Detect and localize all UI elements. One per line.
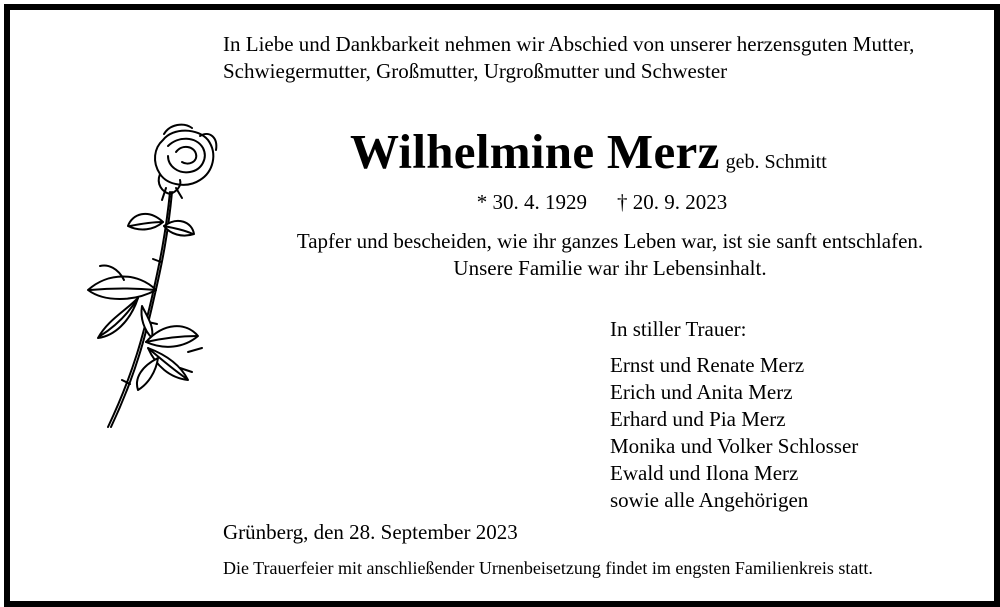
deceased-heading — [350, 123, 827, 180]
quote-line-1: Tapfer und bescheiden, wie ihr ganzes Leben war, ist sie sanft entschlafen. — [296, 229, 924, 253]
obituary-notice — [4, 4, 1000, 607]
list-item: Monika und Volker Schlosser — [610, 434, 859, 458]
rose-icon — [68, 122, 228, 432]
life-dates — [10, 190, 994, 215]
list-item: Ewald und Ilona Merz — [610, 461, 799, 485]
intro-line-2: Schwiegermutter, Großmutter, Urgroßmutter und Schwester — [223, 59, 728, 83]
intro-line-1: In Liebe und Dankbarkeit nehmen wir Abschied von unserer herzensguten Mutter, — [223, 32, 915, 56]
mourners-heading: In stiller Trauer: — [610, 317, 747, 341]
birth-date: * 30. 4. 1929 — [476, 190, 587, 214]
death-date: † 20. 9. 2023 — [617, 190, 728, 214]
deceased-name: Wilhelmine Merz — [350, 124, 720, 179]
memorial-quote — [260, 228, 960, 282]
ceremony-note: Die Trauerfeier mit anschließender Urnenbeisetzung findet im engsten Familienkreis statt. — [223, 558, 873, 578]
list-item: sowie alle Angehörigen — [610, 488, 809, 512]
list-item: Erhard und Pia Merz — [610, 407, 786, 431]
intro-text — [223, 31, 914, 85]
mourners-list — [610, 352, 858, 514]
list-item: Erich und Anita Merz — [610, 380, 793, 404]
list-item: Ernst und Renate Merz — [610, 353, 805, 377]
quote-line-2: Unsere Familie war ihr Lebensinhalt. — [453, 256, 767, 280]
place-date: Grünberg, den 28. September 2023 — [223, 520, 518, 544]
birth-name: geb. Schmitt — [725, 151, 827, 173]
